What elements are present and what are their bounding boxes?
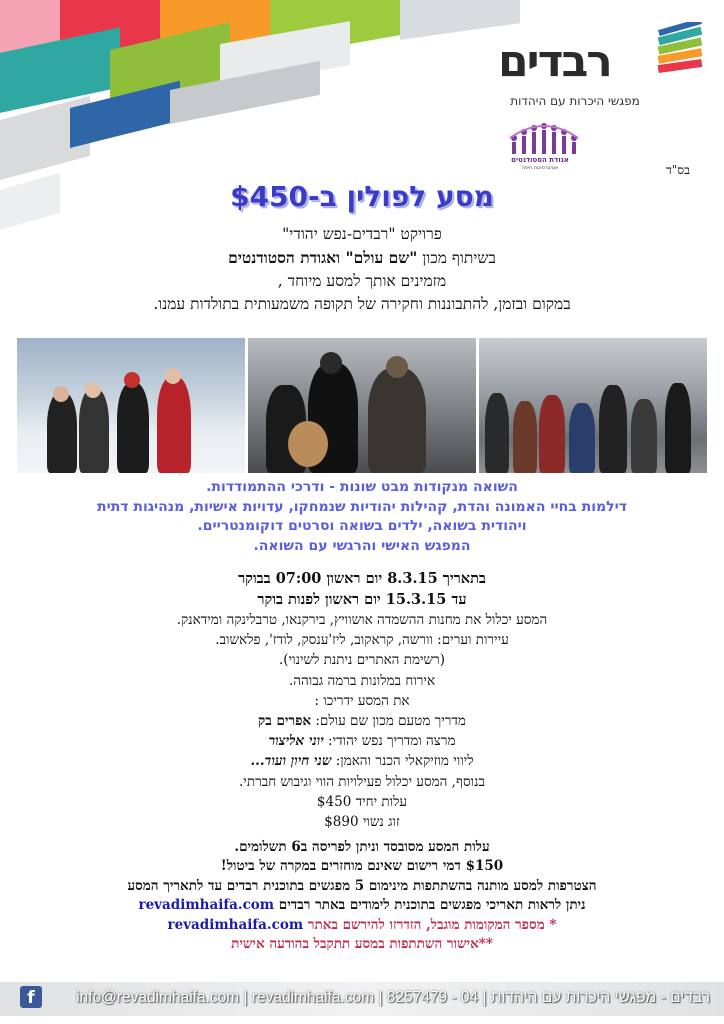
intro-section: [20, 223, 704, 316]
guide-1: [40, 711, 684, 731]
logo-name: רבדים: [498, 36, 611, 87]
end-date: עד 15.3.15 יום ראשון לפנות בוקר: [257, 591, 467, 608]
theme-line: המפגש האישי והרגשי עם השואה.: [253, 537, 471, 554]
theme-line: ויהודית בשואה, ילדים בשואה וסרטים דוקומנטריים.: [197, 518, 527, 534]
guide-2-label: מרצה ומדריך נפש יהודי:: [323, 733, 456, 750]
terms-section: [14, 838, 710, 954]
theme-line: דילמות בחיי האמונה והדת, קהילות יהודיות שנמחקו, עדויות אישיות, מנהיגות דתית: [97, 498, 627, 515]
site-link[interactable]: revadimhaifa.com: [138, 897, 275, 914]
schedule-text: ניתן לראות תאריכי מפגשים בתוכנית לימודים באתר רבדים: [274, 897, 586, 914]
partner-prefix: בשיתוף מכון: [417, 249, 496, 267]
books-icon: [652, 22, 708, 84]
details-section: [40, 610, 684, 832]
condition-line: הצטרפות למסע מותנה בהשתתפות מינימום 5 מפגשים בתוכנית רבדים עד לתאריך המסע: [127, 877, 597, 894]
limited-text: * מספר המקומות מוגבל, הזדרזו להירשם באתר: [303, 916, 557, 933]
subsidy-line: עלות המסע מסובסד וניתן לפריסה ב6 תשלומים.: [234, 839, 490, 855]
union-name: אגודת הסטודנטים: [511, 156, 569, 164]
guide-2-name: יוני אליצור: [268, 733, 324, 750]
cities-line: עיירות וערים: וורשה, קראקוב, ליז'ענסק, לודז', פלאשוב.: [215, 632, 509, 649]
theme-line: השואה מנקודות מבט שונות - ודרכי ההתמודדות.: [206, 479, 518, 495]
facebook-icon[interactable]: f: [20, 986, 42, 1008]
guide-1-label: מדריך מטעם מכון שם עולם:: [311, 713, 466, 730]
revadim-logo: [478, 22, 708, 112]
guide-2: [40, 731, 684, 751]
partner-union: ואגודת הסטודנטים: [228, 248, 346, 267]
purpose-line: במקום ובזמן, להתבוננות וחקירה של תקופה משמעותית בתולדות עמנו.: [153, 295, 571, 313]
site-link-2[interactable]: revadimhaifa.com: [167, 916, 304, 933]
price-single: עלות יחיד $450: [316, 793, 408, 810]
photo-ceremony: [479, 338, 707, 473]
union-subtitle: אוניברסיטת חיפה: [521, 165, 559, 171]
guide-3: [40, 751, 684, 771]
photo-strip: [17, 338, 707, 473]
limited-line: [14, 916, 710, 935]
schedule-line: [14, 896, 710, 915]
partner-line: [20, 246, 704, 270]
footer-contact: רבדים - מפגשי היכרות עם היהדות | 04 - 8257479 | info@revadimhaifa.com | revadimhaifa.com: [76, 989, 710, 1006]
photo-musicians: [248, 338, 476, 473]
registration-fee-line: $150 דמי רישום שאינם מוחזרים במקרה של ביטול!: [220, 858, 504, 875]
camps-line: המסע יכלול את מחנות ההשמדה אושוויץ, בירקנאו, טרבלינקה ומידאנק.: [176, 612, 548, 628]
bsd-mark: בס"ד: [666, 163, 690, 177]
confirmation-line: **אישור השתתפות במסע תתקבל בהודעה אישית: [231, 936, 493, 953]
price-couple: זוג נשוי $890: [324, 814, 400, 831]
partner-name: "שם עולם": [345, 248, 418, 267]
student-union-logo: [504, 118, 630, 180]
guides-heading: את המסע ידריכו :: [314, 692, 410, 709]
people-icon: [504, 118, 630, 156]
logo-tagline: מפגשי היכרות עם היהדות: [510, 94, 640, 108]
hotel-line: אירוח במלונות ברמה גבוהה.: [288, 672, 436, 689]
start-date: בתאריך 8.3.15 יום ראשון 07:00 בבוקר: [238, 570, 486, 587]
photo-snow-group: [17, 338, 245, 473]
change-note: (רשימת האתרים ניתנת לשינוי).: [279, 652, 445, 669]
guide-1-name: אפרים בק: [258, 713, 312, 730]
page-title: מסע לפולין ב-$450: [230, 180, 494, 213]
dates-section: [0, 568, 724, 610]
invite-line: מזמינים אותך למסע מיוחד ,: [277, 272, 447, 290]
guide-3-label: ליווי מוזיקאלי הכנר והאמן:: [331, 753, 474, 770]
activities-line: בנוסף, המסע יכלול פעילויות הווי וגיבוש חברתי.: [239, 773, 485, 790]
guide-3-name: שני חיון ועוד...: [250, 753, 332, 770]
themes-section: [14, 478, 710, 556]
project-line: פרויקט "רבדים-נפש יהודי": [282, 225, 442, 243]
